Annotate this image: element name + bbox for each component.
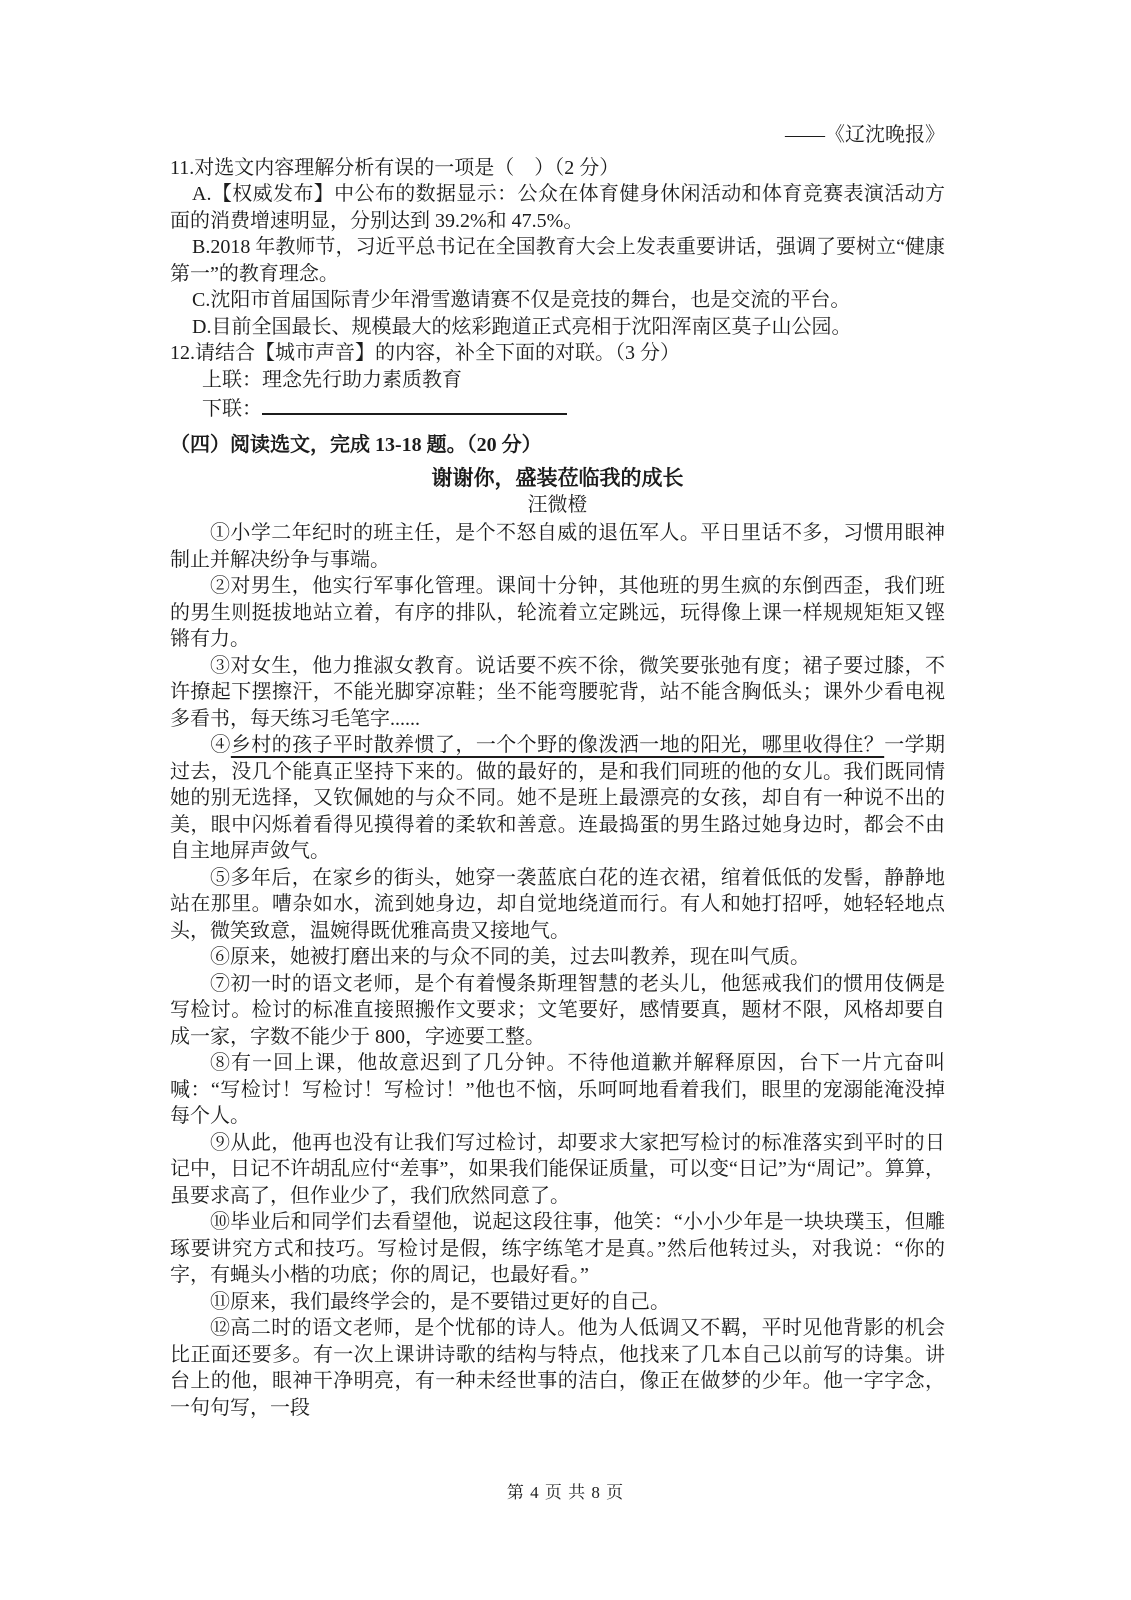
passage-paragraph-2: ②对男生，他实行军事化管理。课间十分钟，其他班的男生疯的东倒西歪，我们班的男生则挺拔地站立着，有序的排队，轮流着立定跳远，玩得像上课一样规规矩矩又铿锵有力。 (170, 575, 945, 650)
question-12 (170, 340, 945, 423)
paragraph-4-marker: ④ (210, 734, 231, 756)
question-11-option-d: D.目前全国最长、规模最大的炫彩跑道正式亮相于沈阳浑南区莫子山公园。 (192, 315, 852, 338)
passage-paragraph-5: ⑤多年后，在家乡的街头，她穿一袭蓝底白花的连衣裙，绾着低低的发髻，静静地站在那里。嘈杂如水，流到她身边，却自觉地绕道而行。有人和她打招呼，她轻轻地点头，微笑致意，温婉得既优雅高贵又接地气。 (170, 866, 945, 942)
passage-paragraph-12: ⑫高二时的语文老师，是个忧郁的诗人。他为人低调又不羁，平时见他背影的机会比正面还要多。有一次上课讲诗歌的结构与特点，他找来了几本自己以前写的诗集。讲台上的他，眼神干净明亮，有一种未经世事的洁白，像正在做梦的少年。他一字字念，一句句写，一段 (170, 1317, 945, 1419)
question-11-option-a: A.【权威发布】中公布的数据显示：公众在体育健身休闲活动和体育竞赛表演活动方面的消费增速明显，分别达到 39.2%和 47.5%。 (170, 183, 945, 232)
passage-paragraph-7: ⑦初一时的语文老师，是个有着慢条斯理智慧的老头儿，他惩戒我们的惯用伎俩是写检讨。检讨的标准直接照搬作文要求；文笔要好，感情要真，题材不限，风格却要自成一家，字数不能少于 800，字迹要工整。 (170, 972, 945, 1048)
question-11 (170, 155, 945, 341)
passage-paragraph-3: ③对女生，他力推淑女教育。说话要不疾不徐，微笑要张弛有度；裙子要过膝，不许撩起下摆擦汗，不能光脚穿凉鞋；坐不能弯腰驼背，站不能含胸低头；课外少看电视多看书，每天练习毛笔字...... (170, 654, 945, 730)
passage-title: 谢谢你，盛装莅临我的成长 (431, 466, 684, 490)
passage-paragraph-6: ⑥原来，她被打磨出来的与众不同的美，过去叫教养，现在叫气质。 (210, 946, 810, 968)
answer-blank-line (262, 393, 567, 415)
passage-paragraph-8: ⑧有一回上课，他故意迟到了几分钟。不待他道歉并解释原因，台下一片亢奋叫喊：“写检讨！写检讨！写检讨！”他也不恼，乐呵呵地看着我们，眼里的宠溺能淹没掉每个人。 (170, 1052, 945, 1127)
source-attribution: ——《辽沈晚报》 (785, 124, 945, 146)
passage-paragraph-1: ①小学二年纪时的班主任，是个不怒自威的退伍军人。平日里话不多，习惯用眼神制止并解决纷争与事端。 (170, 522, 945, 571)
section-heading: （四）阅读选文，完成 13-18 题。（20 分） (170, 433, 542, 456)
passage-author: 汪微橙 (527, 493, 588, 516)
passage-paragraph-9: ⑨从此，他再也没有让我们写过检讨，却要求大家把写检讨的标准落实到平时的日记中，日记不许胡乱应付“差事”，如果我们能保证质量，可以变“日记”为“周记”。算算，虽要求高了，但作业少了，我们欣然同意了。 (170, 1131, 945, 1207)
question-11-stem: 11.对选文内容理解分析有误的一项是（ ）（2 分） (170, 156, 620, 179)
upper-couplet: 上联：理念先行助力素质教育 (202, 368, 462, 391)
passage-paragraph-4 (170, 732, 945, 865)
lower-couplet-label: 下联： (202, 398, 262, 420)
paragraph-4-rest: 一学期过去，没几个能真正坚持下来的。做的最好的，是和我们同班的他的女儿。我们既同情她的别无选择，又钦佩她的与众不同。她不是班上最漂亮的女孩，却自有一种说不出的美，眼中闪烁着看得见摸得着的柔软和善意。连最捣蛋的男生路过她身边时，都会不由自主地屏声敛气。 (170, 734, 946, 862)
page-number-footer: 第 4 页 共 8 页 (506, 1482, 625, 1502)
question-11-option-c: C.沈阳市首届国际青少年滑雪邀请赛不仅是竞技的舞台，也是交流的平台。 (192, 289, 851, 311)
reading-section (170, 432, 945, 1422)
passage-paragraph-10: ⑩毕业后和同学们去看望他，说起这段往事，他笑：“小小少年是一块块璞玉，但雕琢要讲究方式和技巧。写检讨是假，练字练笔才是真。”然后他转过头，对我说：“你的字，有蝇头小楷的功底；你的周记，也最好看。” (170, 1211, 945, 1286)
lower-couplet (170, 393, 945, 423)
question-11-option-b: B.2018 年教师节，习近平总书记在全国教育大会上发表重要讲话，强调了要树立“健康第一”的教育理念。 (170, 236, 945, 285)
question-12-stem: 12.请结合【城市声音】的内容，补全下面的对联。（3 分） (170, 342, 680, 364)
underlined-sentence: 乡村的孩子平时散养惯了，一个个野的像泼洒一地的阳光，哪里收得住？ (230, 734, 885, 756)
passage-paragraph-11: ⑪原来，我们最终学会的，是不要错过更好的自己。 (210, 1290, 670, 1313)
